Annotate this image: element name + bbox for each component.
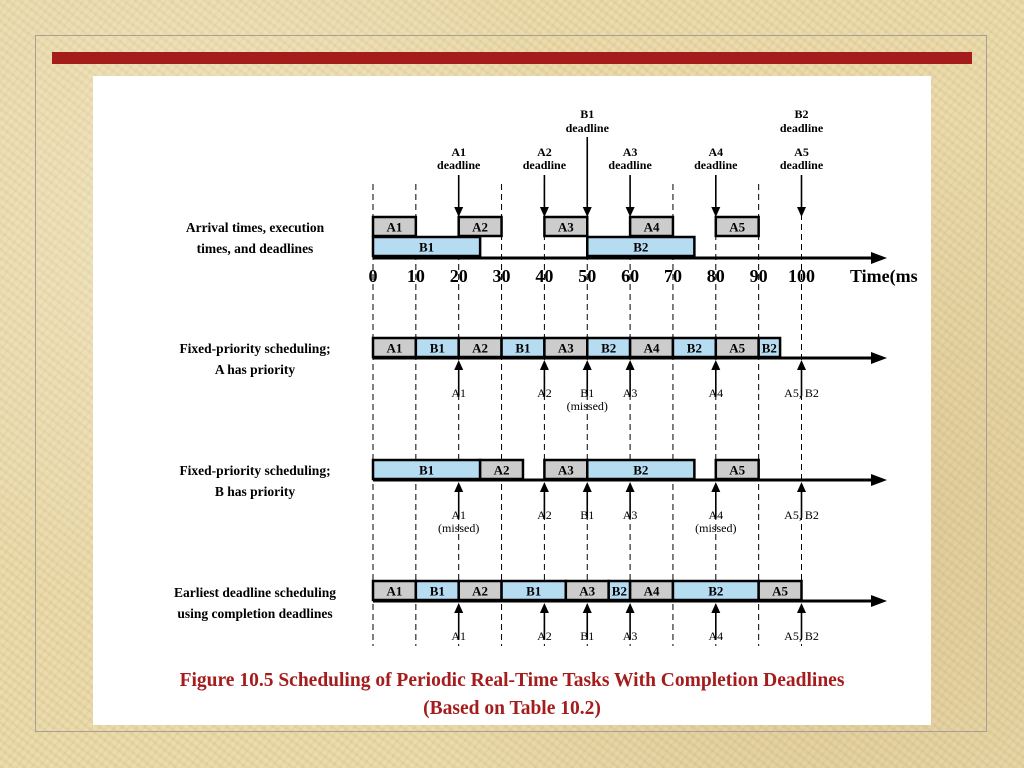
row3-segment-1-label: A2 (493, 462, 510, 478)
axis-tick-20: 20 (449, 266, 468, 286)
row2-deadline-label-0-0: A1 (451, 386, 467, 400)
row4-segment-6-label: A4 (643, 583, 660, 599)
axis-tick-10: 10 (406, 266, 425, 286)
row4-deadline-label-4-0: A4 (708, 629, 724, 643)
row2-deadline-label-3-0: A3 (622, 386, 638, 400)
axis-tick-80: 80 (706, 266, 725, 286)
row3-deadline-label-1-0: A2 (537, 508, 552, 522)
axis-tick-0: 0 (368, 266, 378, 286)
axis-tick-50: 50 (578, 266, 597, 286)
row4-segment-1-label: B1 (429, 583, 445, 599)
row3-deadline-arrowhead-5 (797, 482, 806, 492)
a2_deadline-label-line1: A2 (537, 145, 552, 159)
figure-caption-line2: (Based on Table 10.2) (423, 698, 601, 719)
a4_deadline-label-line1: A4 (708, 145, 724, 159)
axis-label: Time(ms (850, 266, 918, 286)
row4-deadline-arrowhead-1 (540, 603, 549, 613)
figure-panel (93, 76, 931, 725)
row3-deadline-arrowhead-4 (711, 482, 720, 492)
b2_deadline-label-line1: B2 (794, 107, 809, 121)
a3_deadline-label-line1: A3 (622, 145, 638, 159)
row4-deadline-label-1-0: A2 (537, 629, 552, 643)
axis-tick-40: 40 (535, 266, 554, 286)
row3-title-line2: B has priority (214, 484, 296, 499)
row1-title-line2: times, and deadlines (196, 241, 314, 256)
row1-title-line1: Arrival times, execution (185, 220, 325, 235)
axis-tick-30: 30 (492, 266, 511, 286)
row3-deadline-label-3-0: A3 (622, 508, 638, 522)
a5_deadline-label-line1: A5 (794, 145, 809, 159)
row4-deadline-label-5-0: A5, B2 (784, 629, 819, 643)
row3-segment-0-label: B1 (418, 462, 435, 478)
a4_deadline-arrowhead (711, 207, 720, 217)
row1-a-task-4-label: A5 (729, 219, 746, 235)
row2-deadline-arrowhead-3 (626, 360, 635, 370)
a1_deadline-arrowhead (454, 207, 463, 217)
row2-title-line2: A has priority (214, 362, 296, 377)
row2-deadline-arrowhead-0 (454, 360, 463, 370)
row2-deadline-arrowhead-5 (797, 360, 806, 370)
row4-deadline-label-0-0: A1 (451, 629, 467, 643)
row4-deadline-arrowhead-5 (797, 603, 806, 613)
row4-segment-5-label: B2 (611, 583, 627, 599)
row4-timeline-head (871, 595, 887, 607)
row3-segment-3-label: B2 (633, 462, 649, 478)
row3-segment-2-label: A3 (557, 462, 574, 478)
row1-b-task-0-label: B1 (418, 239, 435, 255)
row2-deadline-label-4-0: A4 (708, 386, 724, 400)
row3-deadline-arrowhead-1 (540, 482, 549, 492)
row4-segment-3-label: B1 (526, 583, 542, 599)
row4-segment-8-label: A5 (772, 583, 789, 599)
row2-segment-9-label: B2 (761, 340, 777, 356)
row4-segment-2-label: A2 (472, 583, 489, 599)
axis-tick-100: 100 (788, 266, 815, 286)
row3-timeline-head (871, 474, 887, 486)
row2-segment-8-label: A5 (729, 340, 746, 356)
title-accent-bar (52, 52, 972, 64)
a4_deadline-label-line2: deadline (694, 158, 738, 172)
axis-tick-70: 70 (663, 266, 682, 286)
row3-title-line1: Fixed-priority scheduling; (179, 463, 331, 478)
row2-segment-7-label: B2 (686, 340, 702, 356)
row1-b-task-1-label: B2 (633, 239, 649, 255)
row2-segment-4-label: A3 (557, 340, 574, 356)
axis-tick-60: 60 (621, 266, 640, 286)
row3-deadline-label-0-0: A1 (451, 508, 467, 522)
row2-segment-5-label: B2 (601, 340, 617, 356)
a1_deadline-label-line2: deadline (437, 158, 481, 172)
row2-segment-3-label: B1 (515, 340, 531, 356)
row4-title-line2: using completion deadlines (177, 606, 333, 621)
a2_deadline-label-line2: deadline (522, 158, 567, 172)
row2-segment-6-label: A4 (643, 340, 660, 356)
row2-segment-1-label: B1 (429, 340, 445, 356)
a5_deadline-label-line2: deadline (779, 158, 824, 172)
row3-deadline-arrowhead-2 (583, 482, 592, 492)
row2-deadline-label-2-1: (missed) (566, 399, 608, 413)
a3_deadline-label-line2: deadline (608, 158, 652, 172)
row4-deadline-label-2-0: B1 (580, 629, 595, 643)
row4-deadline-arrowhead-0 (454, 603, 463, 613)
row4-segment-0-label: A1 (386, 583, 403, 599)
row3-deadline-arrowhead-0 (454, 482, 463, 492)
row2-deadline-arrowhead-2 (583, 360, 592, 370)
row1-a-task-1-label: A2 (472, 219, 489, 235)
row3-deadline-label-0-1: (missed) (438, 521, 480, 535)
row1-a-task-3-label: A4 (643, 219, 660, 235)
row2-deadline-label-2-0: B1 (580, 386, 595, 400)
b1_deadline-label-line1: B1 (580, 107, 595, 121)
row4-deadline-arrowhead-3 (626, 603, 635, 613)
row3-deadline-label-2-0: B1 (580, 508, 595, 522)
row2-deadline-label-1-0: A2 (537, 386, 552, 400)
row2-deadline-label-5-0: A5, B2 (784, 386, 819, 400)
b1-deadline-arrowhead (583, 207, 592, 217)
row4-segment-4-label: A3 (579, 583, 596, 599)
a1_deadline-label-line1: A1 (451, 145, 467, 159)
row4-deadline-label-3-0: A3 (622, 629, 638, 643)
row3-deadline-arrowhead-3 (626, 482, 635, 492)
a2_deadline-arrowhead (540, 207, 549, 217)
figure-caption-line1: Figure 10.5 Scheduling of Periodic Real-Time Tasks With Completion Deadlines (179, 670, 845, 691)
axis-tick-90: 90 (749, 266, 768, 286)
b1_deadline-label-line2: deadline (565, 121, 609, 135)
row2-timeline-head (871, 352, 887, 364)
row4-segment-7-label: B2 (708, 583, 724, 599)
row2-deadline-arrowhead-4 (711, 360, 720, 370)
a5_deadline-arrowhead (797, 207, 806, 217)
b2_deadline-label-line2: deadline (779, 121, 824, 135)
row1-a-task-0-label: A1 (386, 219, 403, 235)
row3-segment-4-label: A5 (729, 462, 746, 478)
row2-deadline-arrowhead-1 (540, 360, 549, 370)
row3-deadline-label-5-0: A5, B2 (784, 508, 819, 522)
row1-a-task-2-label: A3 (557, 219, 574, 235)
row2-title-line1: Fixed-priority scheduling; (179, 341, 331, 356)
scheduling-diagram (93, 76, 931, 725)
row4-deadline-arrowhead-2 (583, 603, 592, 613)
row4-deadline-arrowhead-4 (711, 603, 720, 613)
row3-deadline-label-4-1: (missed) (695, 521, 737, 535)
row3-deadline-label-4-0: A4 (708, 508, 724, 522)
row4-title-line1: Earliest deadline scheduling (173, 585, 337, 600)
row1-timeline-head (871, 252, 887, 264)
row2-segment-2-label: A2 (472, 340, 489, 356)
row2-segment-0-label: A1 (386, 340, 403, 356)
a3_deadline-arrowhead (626, 207, 635, 217)
